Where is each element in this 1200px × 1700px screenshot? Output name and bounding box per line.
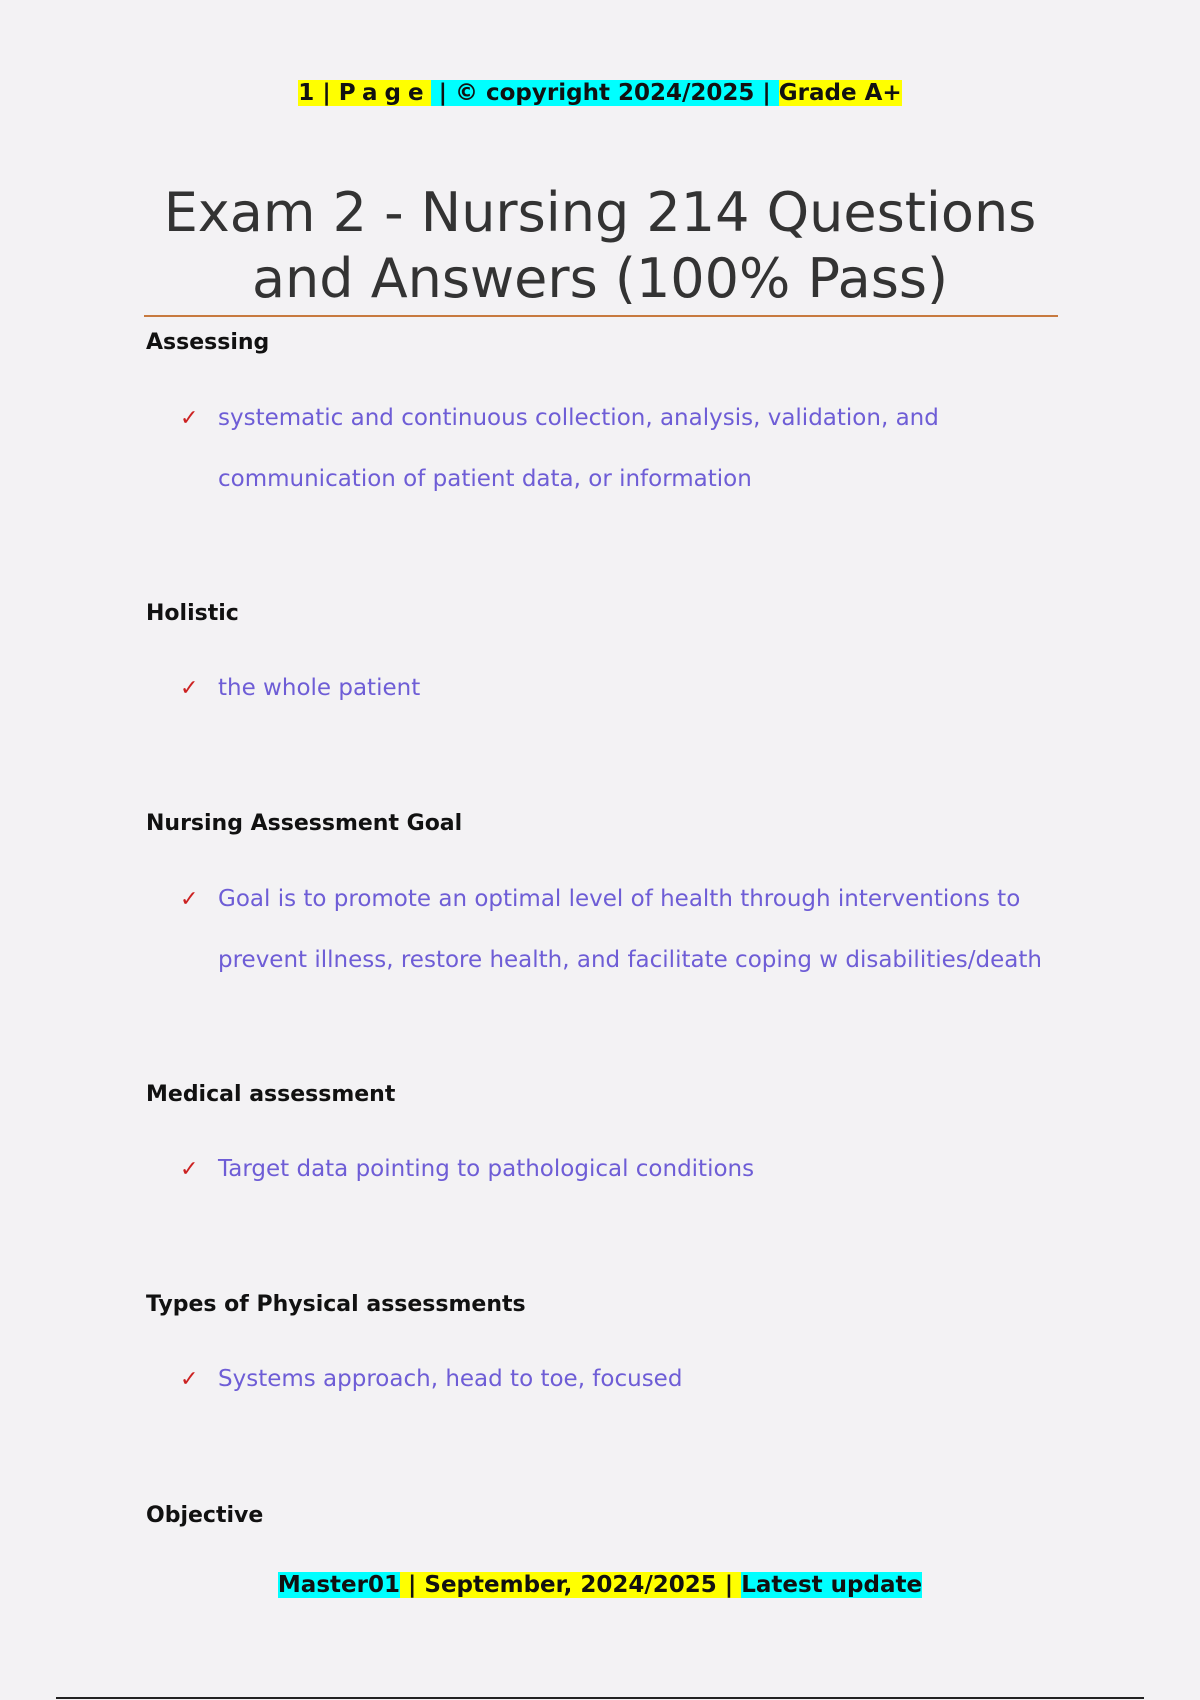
answer-text: systematic and continuous collection, analysis, validation, and communication of patient data, or information [218, 405, 939, 492]
document-title: Exam 2 - Nursing 214 Questions and Answers (100% Pass) [163, 181, 1037, 310]
answer-text: Systems approach, head to toe, focused [218, 1366, 683, 1392]
question-heading: Holistic [146, 601, 239, 626]
answer-item [180, 388, 1060, 510]
footer-author: Master01 [277, 1572, 400, 1598]
question-heading: Objective [146, 1503, 264, 1528]
checkmark-icon: ✓ [180, 887, 199, 912]
footer-date-block [400, 1572, 741, 1598]
header-copyright: | © copyright 2024/2025 | [430, 80, 779, 106]
checkmark-icon: ✓ [180, 1157, 199, 1182]
header-grade: Grade A+ [778, 80, 902, 106]
answer-item [180, 658, 1060, 719]
answer-text: Goal is to promote an optimal level of health through interventions to prevent illness, restore health, and facilitate coping w disabilities/death [218, 886, 1042, 973]
page-number: 1 [298, 80, 315, 106]
title-underline [144, 315, 1058, 317]
question-heading: Assessing [146, 330, 270, 355]
question-heading: Types of Physical assessments [146, 1292, 526, 1317]
answer-item [180, 869, 1060, 991]
bottom-divider [56, 1697, 1144, 1699]
question-heading: Medical assessment [146, 1082, 396, 1107]
footer-update: Latest update [741, 1572, 923, 1598]
page-word: Page [338, 80, 431, 106]
checkmark-icon: ✓ [180, 406, 199, 431]
question-heading: Nursing Assessment Goal [146, 811, 463, 836]
answer-item [180, 1139, 1060, 1200]
answer-text: Target data pointing to pathological conditions [218, 1156, 755, 1182]
footer-separator: | [716, 1572, 742, 1598]
page-header [0, 76, 1200, 110]
header-page-label [298, 80, 430, 106]
checkmark-icon: ✓ [180, 676, 199, 701]
footer-separator: | [399, 1572, 425, 1598]
answer-text: the whole patient [218, 675, 421, 701]
footer-date: September, 2024/2025 [424, 1572, 717, 1598]
checkmark-icon: ✓ [180, 1367, 199, 1392]
page-footer [0, 1569, 1200, 1602]
header-separator: | [314, 80, 339, 106]
answer-item [180, 1349, 1060, 1410]
